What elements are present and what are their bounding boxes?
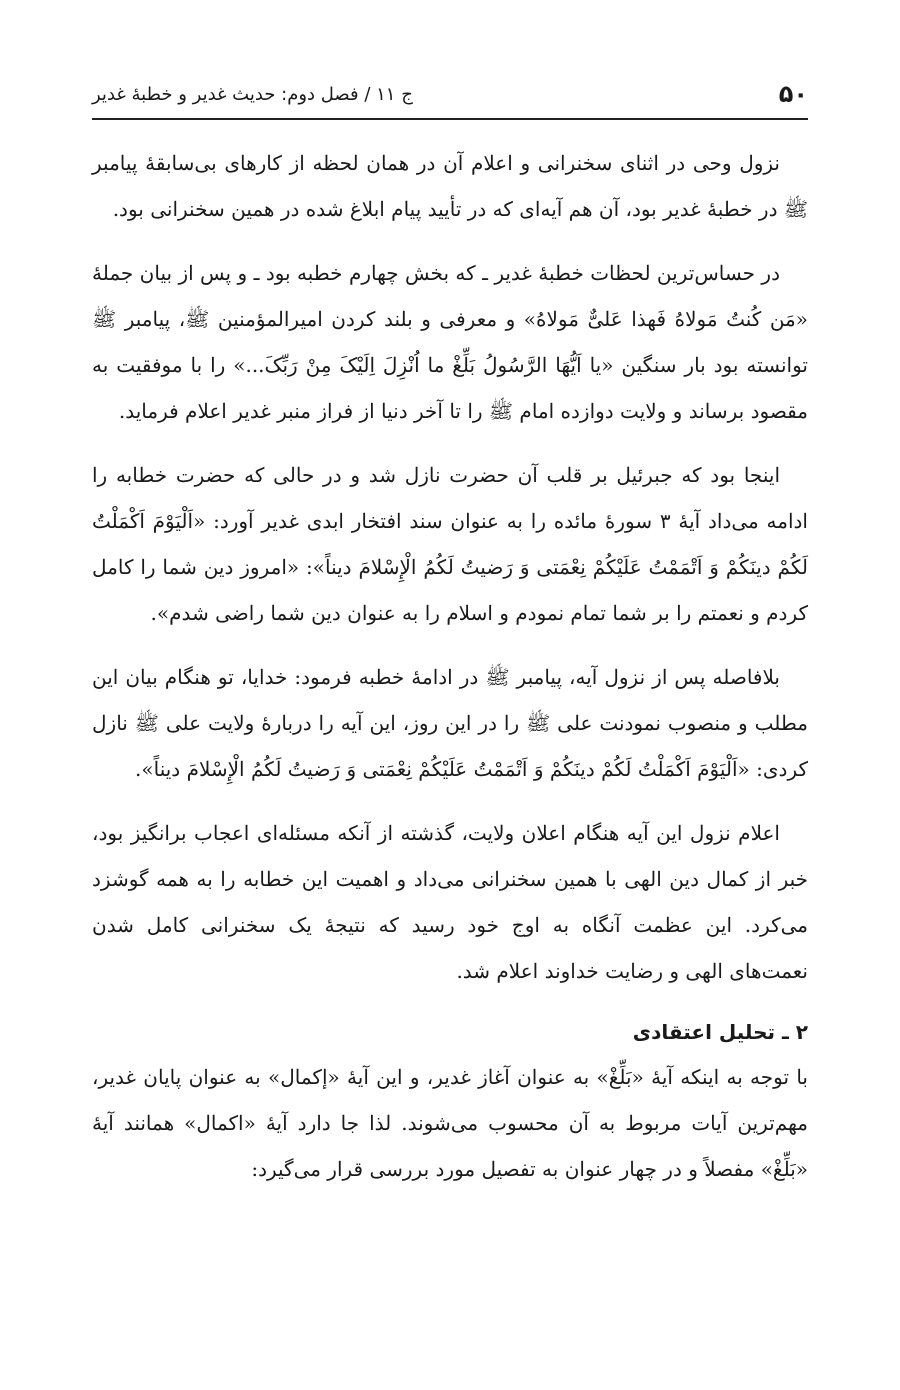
page-header: [92, 74, 808, 114]
section-heading: ۲ ـ تحلیل اعتقادی: [632, 1020, 808, 1044]
page-number: ۵۰: [778, 80, 808, 108]
header-divider: [92, 118, 808, 120]
body-text: [92, 140, 808, 1210]
paragraph-doctrinal-analysis: با توجه به اینکه آیهٔ «بَلِّغْ» به عنوان آغاز غدیر، و این آیهٔ «إکمال» به عنوان پایان غدیر، مهم‌ترین آیات مربوط به آن محسوب می‌شوند. لذا جا دارد آیهٔ «اکمال» همانند آیهٔ «بَلِّغْ» مفصلاً و در چهار عنوان به تفصیل مورد بررسی قرار می‌گیرد:: [92, 1065, 808, 1181]
paragraph-prophet-continues: بلافاصله پس از نزول آیه، پیامبر ﷺ در ادامهٔ خطبه فرمود: خدایا، تو هنگام بیان این مطلب و منصوب نمودنت علی ﷺ را در این روز، این آیه را دربارهٔ ولایت علی ﷺ نازل کردی: «اَلْیَوْمَ اَکْمَلْتُ لَکُمْ دینَکُمْ وَ اَتْمَمْتُ عَلَیْکُمْ نِعْمَتی وَ رَضیتُ لَکُمُ الْإِسْلامَ دیناً».: [92, 665, 808, 781]
paragraph-announcement-significance: اعلام نزول این آیه هنگام اعلان ولایت، گذشته از آنکه مسئله‌ای اعجاب برانگیز بود، خبر از کمال دین الهی با همین سخنرانی می‌داد و اهمیت این خطابه را به همه گوشزد می‌کرد. این عظمت آنگاه به اوج خود رسید که نتیجهٔ یک سخنرانی کامل شدن نعمت‌های الهی و رضایت خداوند اعلام شد.: [92, 821, 808, 983]
paragraph-gabriel-descent: اینجا بود که جبرئیل بر قلب آن حضرت نازل شد و در حالی که حضرت خطابه را ادامه می‌داد آیهٔ ۳ سورهٔ مائده را به عنوان سند افتخار ابدی غدیر آورد: «اَلْیَوْمَ اَکْمَلْتُ لَکُمْ دینَکُمْ وَ اَتْمَمْتُ عَلَیْکُمْ نِعْمَتی وَ رَضیتُ لَکُمُ الْإِسْلامَ دیناً»: «امروز دین شما را کامل کردم و نعمتم را بر شما تمام نمودم و اسلام را به عنوان دین شما راضی شدم».: [92, 463, 808, 625]
running-title: ج ۱۱ / فصل دوم: حدیث غدیر و خطبهٔ غدیر: [92, 83, 413, 105]
paragraph-sensitive-moments: در حساس‌ترین لحظات خطبهٔ غدیر ـ که بخش چهارم خطبه بود ـ و پس از بیان جملهٔ «مَن کُنتُ مَولاهُ فَهذا عَلیٌّ مَولاهُ» و معرفی و بلند کردن امیرالمؤمنین ﷺ، پیامبر ﷺ توانسته بود بار سنگین «یا اَیُّهَا الرَّسُولُ بَلِّغْ ما اُنْزِلَ اِلَیْکَ مِنْ رَبِّکَ...» را با موفقیت به مقصود برساند و ولایت دوازده امام ﷺ را تا آخر دنیا از فراز منبر غدیر اعلام فرماید.: [92, 261, 808, 423]
book-page: [92, 0, 808, 1390]
paragraph-revelation-during-sermon: نزول وحی در اثنای سخنرانی و اعلام آن در همان لحظه از کارهای بی‌سابقهٔ پیامبر ﷺ در خطبهٔ غدیر بود، آن هم آیه‌ای که در تأیید پیام ابلاغ شده در همین سخنرانی بود.: [92, 151, 808, 221]
